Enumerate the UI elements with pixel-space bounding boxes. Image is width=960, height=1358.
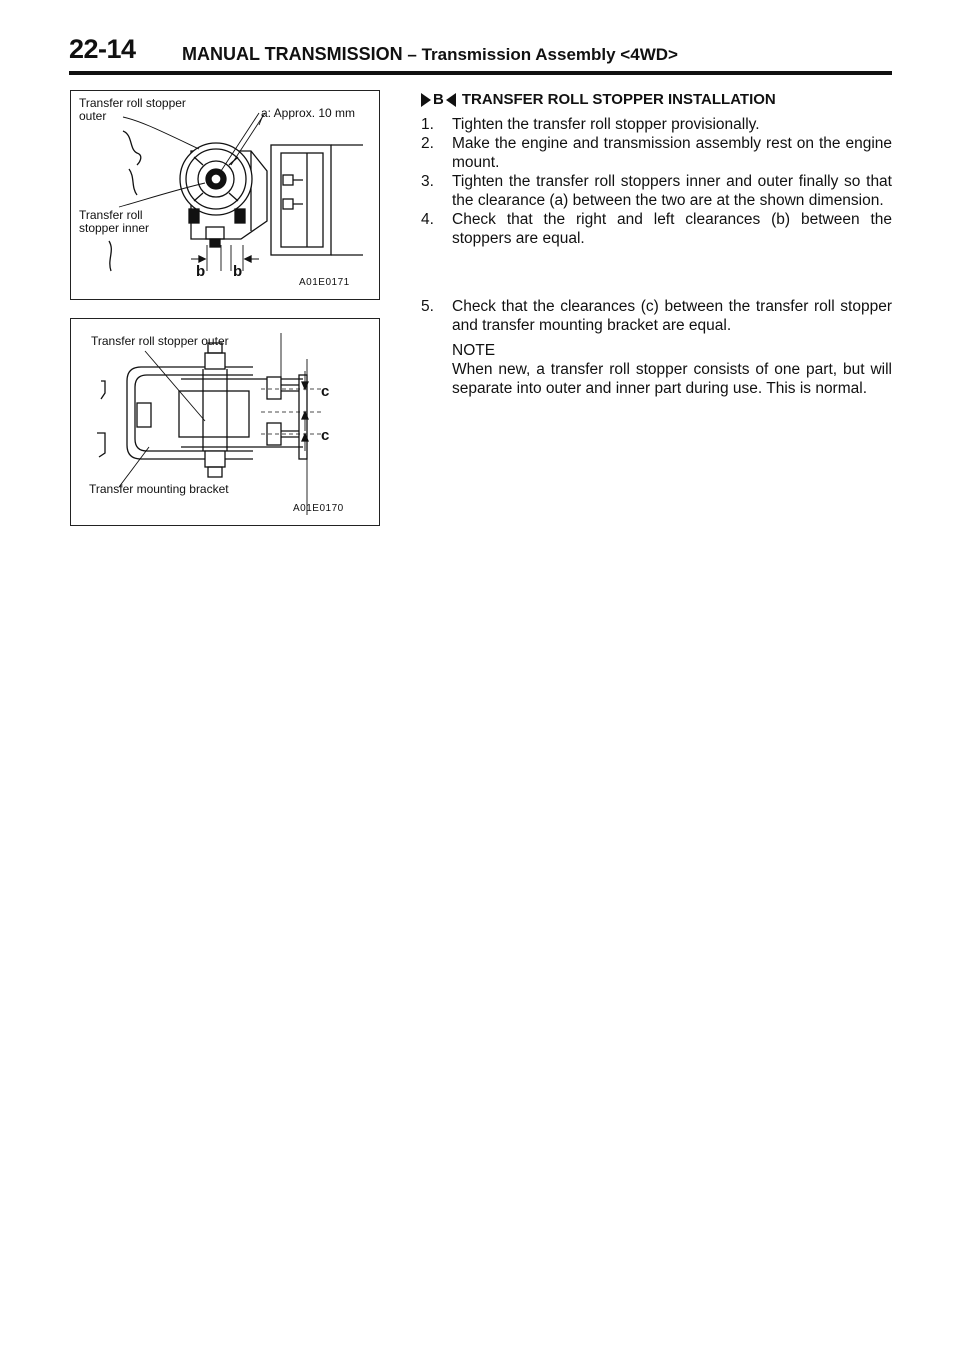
label-stopper-inner: Transfer roll stopper inner (79, 208, 150, 235)
title-sub: Transmission Assembly <4WD> (421, 45, 678, 64)
step-number: 2. (421, 135, 434, 152)
step-number: 1. (421, 116, 434, 133)
page-title (182, 44, 678, 65)
page-header (69, 34, 892, 76)
step-text: Check that the clearances (c) between the transfer roll stopper and transfer mounting bracket are equal. (452, 298, 892, 334)
procedure-text (421, 90, 892, 398)
label-stopper-outer: Transfer roll stopper outer (79, 96, 186, 123)
step-number: 3. (421, 173, 434, 190)
label-dimension-a: a: Approx. 10 mm (261, 106, 356, 120)
header-rule (69, 71, 892, 75)
dimension-b-right: b (233, 263, 243, 280)
step-text: Check that the right and left clearances (b) between the stoppers are equal. (452, 211, 892, 247)
section-title: TRANSFER ROLL STOPPER INSTALLATION (461, 91, 776, 108)
title-separator: – (402, 45, 422, 64)
title-main: MANUAL TRANSMISSION (182, 44, 403, 64)
step-4 (421, 210, 892, 248)
step-5 (421, 297, 892, 335)
step-3 (421, 172, 892, 210)
step-number: 5. (421, 298, 434, 315)
page-number: 22-14 (69, 34, 136, 64)
dimension-b-left: b (196, 263, 206, 280)
label-stopper-outer: Transfer roll stopper outer (91, 334, 229, 348)
note-text: When new, a transfer roll stopper consists of one part, but will separate into outer and inner part during use. This is normal. (452, 361, 892, 397)
figure-code: A01E0171 (299, 277, 350, 288)
figure-mounting-bracket-clearance (70, 318, 380, 526)
step-text: Make the engine and transmission assembly rest on the engine mount. (452, 135, 892, 171)
section-marker: B (433, 91, 444, 108)
dimension-c-top: c (321, 383, 330, 400)
arrow-right-icon (421, 93, 431, 107)
section-heading (421, 90, 892, 109)
label-mounting-bracket: Transfer mounting bracket (89, 482, 229, 496)
note-heading: NOTE (452, 342, 496, 359)
step-text: Tighten the transfer roll stoppers inner and outer finally so that the clearance (a) between the two are at the shown dimension. (452, 173, 892, 209)
figure-code: A01E0170 (293, 503, 344, 514)
step-1 (421, 115, 892, 134)
step-2 (421, 134, 892, 172)
step-text: Tighten the transfer roll stopper provisionally. (452, 116, 760, 133)
arrow-left-icon (446, 93, 456, 107)
figure-roll-stopper-clearance (70, 90, 380, 300)
step-number: 4. (421, 211, 434, 228)
dimension-c-bottom: c (321, 427, 330, 444)
